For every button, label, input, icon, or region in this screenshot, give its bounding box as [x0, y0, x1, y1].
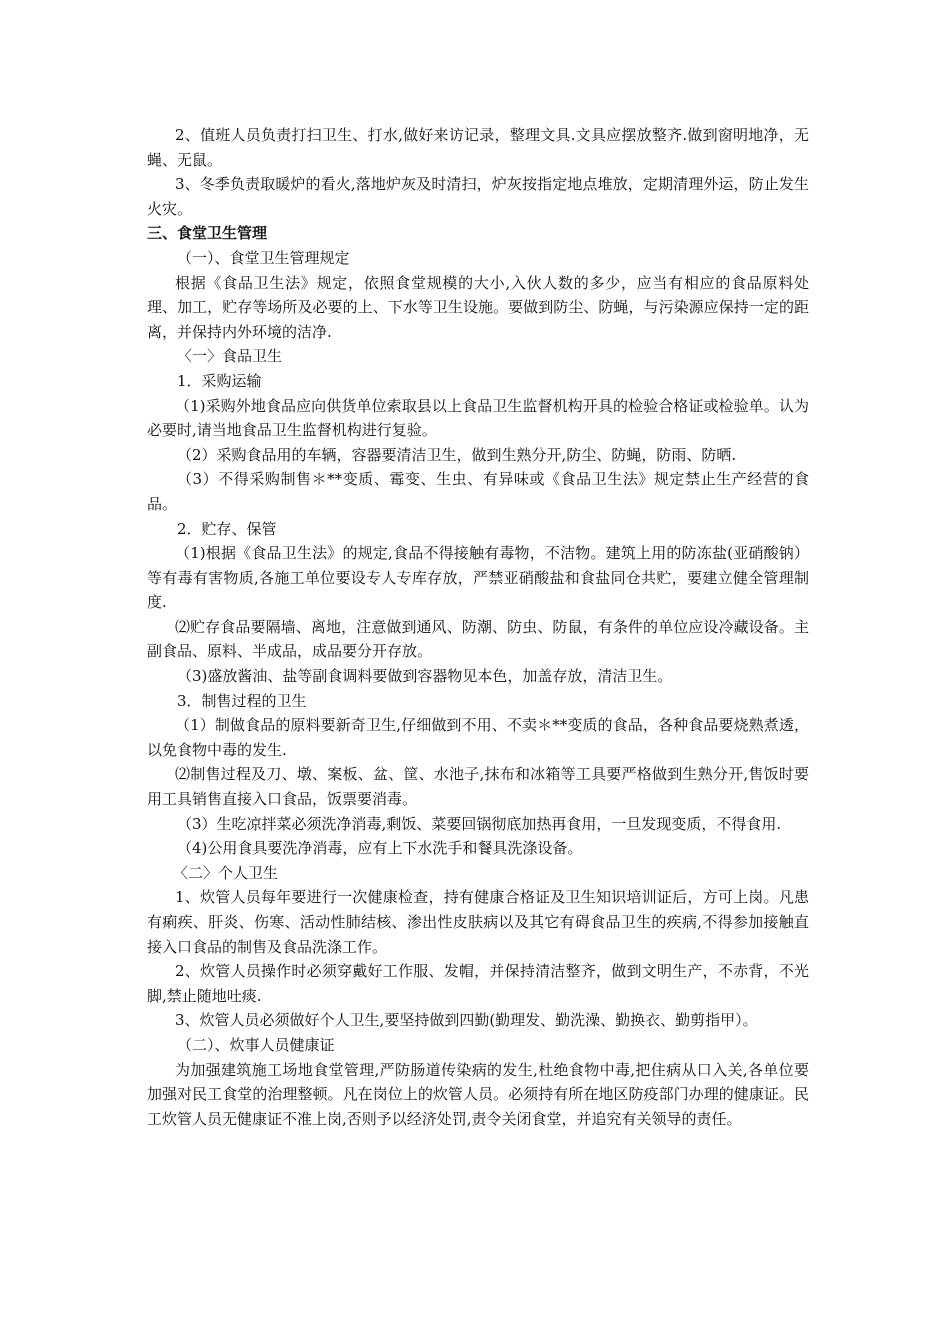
paragraph-procurement-1: （1)采购外地食品应向供货单位索取县以上食品卫生监督机构开具的检验合格证或检验单。认为必要时,请当地食品卫生监督机构进行复验。: [147, 396, 809, 440]
document-page: [147, 123, 809, 1131]
paragraph-health-certificate: 为加强建筑施工场地食堂管理,严防肠道传染病的发生,杜绝食物中毒,把住病从口入关,各单位要加强对民工食堂的治理整顿。凡在岗位上的炊管人员。必须持有所在地区防疫部门办理的健康证。民工炊管人员无健康证不准上岗,否则予以经济处罚,责令关闭食堂，并追究有关领导的责任。: [147, 1060, 809, 1128]
subheading-canteen-rules: （一）、食堂卫生管理规定: [177, 248, 350, 267]
paragraph-duty-cleaning: 2、值班人员负责打扫卫生、打水,做好来访记录，整理文具.文具应摆放整齐.做到窗明地净，无蝇、无鼠。: [147, 126, 809, 169]
subheading-procurement: 1．采购运输: [177, 371, 262, 390]
subheading-food-hygiene: 〈一〉食品卫生: [177, 347, 283, 366]
paragraph-production-2: ⑵制售过程及刀、墩、案板、盆、筐、水池子,抹布和冰箱等工具要严格做到生熟分开,售饭时要用工具销售直接入口食品，饭票要消毒。: [147, 765, 809, 809]
paragraph-storage-1: （1)根据《食品卫生法》的规定,食品不得接触有毒物，不洁物。建筑上用的防冻盐(亚硝酸钠）等有毒有害物质,各施工单位要设专人专库存放，严禁亚硝酸盐和食盐同仓共贮，要建立健全管理制度.: [147, 544, 809, 612]
paragraph-production-1: （1）制做食品的原料要新奇卫生,仔细做到不用、不卖＊**变质的食品，各种食品要烧熟煮透，以免食物中毒的发生.: [147, 716, 809, 759]
paragraph-personal-3: 3、炊管人员必须做好个人卫生,要坚持做到四勤(勤理发、勤洗澡、勤换衣、勤剪指甲）。: [175, 1011, 758, 1030]
paragraph-production-4: （4)公用食具要洗净消毒，应有上下水洗手和餐具洗涤设备。: [177, 839, 583, 858]
paragraph-food-law-intro: 根据《食品卫生法》规定，依照食堂规模的大小,入伙人数的多少，应当有相应的食品原料处理、加工，贮存等场所及必要的上、下水等卫生设施。要做到防尘、防蝇，与污染源应保持一定的距离，并保持内外环境的洁净.: [147, 273, 809, 341]
paragraph-production-3: （3）生吃凉拌菜必须洗净消毒,剩饭、菜要回锅彻底加热再食用，一旦发现变质，不得食用.: [177, 814, 782, 833]
subheading-health-certificate: （二）、炊事人员健康证: [177, 1035, 335, 1054]
paragraph-storage-3: （3)盛放酱油、盐等副食调料要做到容器物见本色，加盖存放，清洁卫生。: [177, 667, 673, 686]
paragraph-procurement-3: （3）不得采购制售＊**变质、霉变、生虫、有异味或《食品卫生法》规定禁止生产经营的食品。: [147, 470, 809, 513]
paragraph-storage-2: ⑵贮存食品要隔墙、离地，注意做到通风、防潮、防虫、防鼠，有条件的单位应设冷藏设备。主副食品、原料、半成品，成品要分开存放。: [147, 617, 809, 661]
subheading-production: 3．制售过程的卫生: [177, 691, 307, 710]
paragraph-winter-stove: 3、冬季负责取暖炉的看火,落地炉灰及时清扫，炉灰按指定地点堆放，定期清理外运，防止发生火灾。: [147, 175, 809, 218]
paragraph-personal-2: 2、炊管人员操作时必须穿戴好工作服、发帽，并保持清洁整齐，做到文明生产，不赤背，不光脚,禁止随地吐痰.: [147, 962, 809, 1005]
section-heading-canteen-hygiene: 三、食堂卫生管理: [147, 224, 268, 243]
paragraph-procurement-2: （2）采购食品用的车辆，容器要清洁卫生，做到生熟分开,防尘、防蝇，防雨、防晒.: [177, 445, 737, 464]
subheading-personal-hygiene: 〈二〉个人卫生: [173, 863, 279, 882]
subheading-storage: 2．贮存、保管: [177, 519, 277, 538]
paragraph-personal-1: 1、炊管人员每年要进行一次健康检查，持有健康合格证及卫生知识培训证后，方可上岗。凡患有痢疾、肝炎、伤寒、活动性肺结核、渗出性皮肤病以及其它有碍食品卫生的疾病,不得参加接触直接入口食品的制售及食品洗涤工作。: [147, 888, 809, 956]
